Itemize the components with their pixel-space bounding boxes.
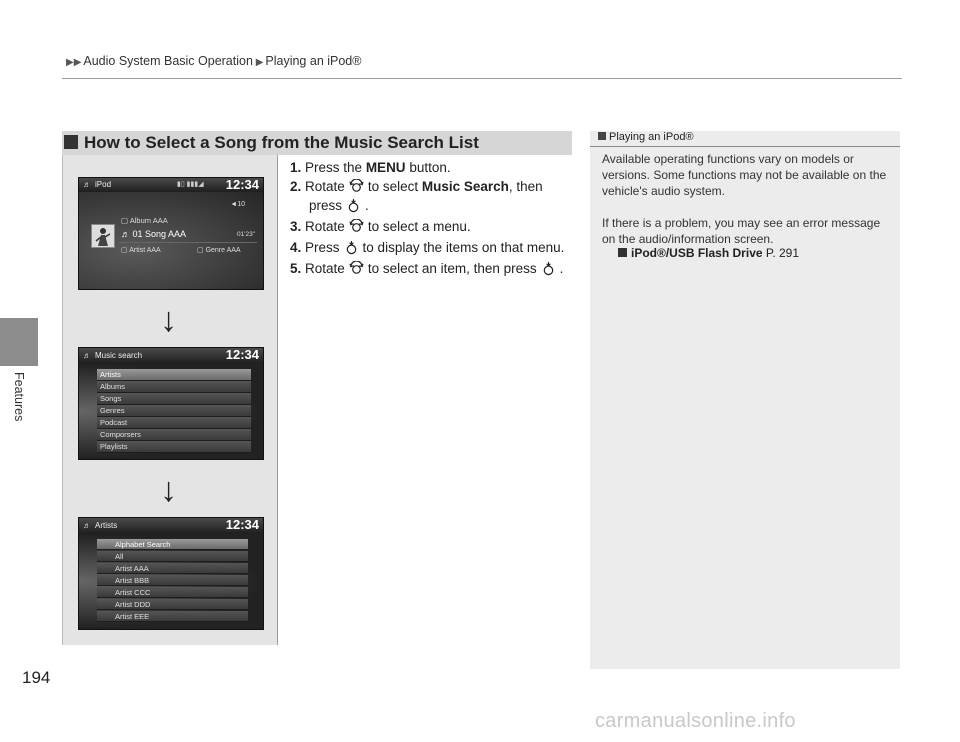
screen-title: Music search: [95, 351, 143, 360]
step-2: 2. Rotate to select Music Search, then: [290, 179, 543, 194]
music-note-icon: ♬: [83, 521, 91, 530]
rotate-knob-icon: [349, 219, 364, 234]
menu-item-artist-ddd[interactable]: Artist DDD: [97, 599, 248, 610]
music-note-icon: ♬: [83, 180, 91, 189]
genre-label: ▢ Genre AAA: [197, 247, 241, 254]
note-divider: [590, 146, 900, 147]
menu-item-all[interactable]: All: [97, 551, 248, 562]
step-3: 3. Rotate to select a menu.: [290, 219, 471, 234]
note-paragraph-2: If there is a problem, you may see an error message on the audio/information screen.: [602, 216, 881, 246]
step-2-cont: press .: [309, 198, 369, 213]
song-label: ♬ 01 Song AAA: [121, 229, 187, 239]
screen-status-bar: [79, 518, 263, 534]
note-paragraph-1: Available operating functions vary on models or versions. Some functions may not be available on the vehicle's audio system.: [602, 152, 887, 198]
menu-item-alphabet-search[interactable]: Alphabet Search: [97, 539, 248, 550]
step-4: 4. Press to display the items on that menu.: [290, 240, 565, 255]
section-bullet-icon: [64, 135, 78, 149]
breadcrumb-item-1[interactable]: Audio System Basic Operation: [83, 54, 253, 68]
step-1: 1. Press the MENU button.: [290, 160, 451, 175]
screen-title: Artists: [95, 521, 118, 530]
breadcrumb: [66, 54, 361, 68]
album-art-icon: [91, 224, 115, 248]
artists-screen: [78, 517, 264, 630]
rotate-knob-icon: [349, 261, 364, 276]
screen-clock: 12:34: [225, 347, 259, 362]
screen-status-bar: [79, 348, 263, 364]
screen-title: iPod: [95, 180, 112, 189]
menu-item-songs[interactable]: Songs: [97, 393, 251, 405]
ipod-playback-screen: [78, 177, 264, 290]
press-knob-icon: [541, 261, 556, 276]
note-title: Playing an iPod®: [598, 131, 694, 143]
menu-item-artist-eee[interactable]: Artist EEE: [97, 611, 248, 622]
screen-clock: 12:34: [225, 177, 259, 192]
breadcrumb-arrow-icon: ▶: [252, 57, 264, 68]
music-search-screen: [78, 347, 264, 460]
note-marker-icon: [598, 132, 606, 140]
watermark: carmanualsonline.info: [595, 710, 796, 732]
menu-item-artist-bbb[interactable]: Artist BBB: [97, 575, 248, 586]
press-knob-icon: [346, 198, 361, 213]
menu-item-albums[interactable]: Albums: [97, 381, 251, 393]
breadcrumb-arrow-icon: ▶▶: [66, 57, 82, 68]
artist-label: ▢ Artist AAA: [121, 247, 161, 254]
header-divider: [62, 78, 902, 79]
elapsed-time: 01'23": [236, 231, 255, 238]
screen-status-bar: [79, 178, 263, 192]
down-arrow-icon: ↓: [160, 301, 177, 339]
volume-level: ◄10: [230, 201, 245, 208]
section-title: How to Select a Song from the Music Search List: [84, 133, 479, 152]
menu-item-artist-ccc[interactable]: Artist CCC: [97, 587, 248, 598]
down-arrow-icon: ↓: [160, 471, 177, 509]
album-label: ▢ Album AAA: [121, 216, 168, 225]
side-tab-marker: [0, 318, 38, 366]
menu-item-playlists[interactable]: Playlists: [97, 441, 251, 453]
menu-item-podcast[interactable]: Podcast: [97, 417, 251, 429]
side-tab-label: Features: [12, 372, 26, 422]
press-knob-icon: [344, 240, 359, 255]
music-note-icon: ♬: [83, 351, 91, 360]
screen-clock: 12:34: [225, 517, 259, 532]
menu-item-composers[interactable]: Comporsers: [97, 429, 251, 441]
breadcrumb-item-2[interactable]: Playing an iPod®: [265, 54, 362, 68]
rotate-knob-icon: [349, 179, 364, 194]
menu-item-artists[interactable]: Artists: [97, 369, 251, 381]
status-icons: ▮▯ ▮▮▮◢: [177, 181, 204, 188]
song-row: [119, 228, 257, 243]
step-5: 5. Rotate to select an item, then press .: [290, 261, 564, 276]
reference-arrow-icon: [618, 248, 627, 257]
menu-item-artist-aaa[interactable]: Artist AAA: [97, 563, 248, 574]
page-number: 194: [22, 668, 51, 687]
menu-item-genres[interactable]: Genres: [97, 405, 251, 417]
cross-reference-link[interactable]: iPod®/USB Flash Drive P. 291: [618, 246, 799, 260]
